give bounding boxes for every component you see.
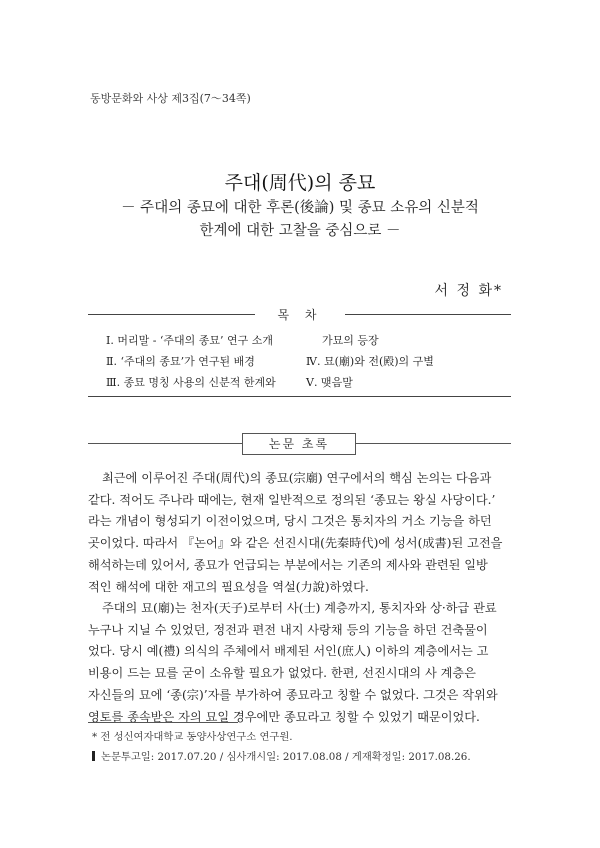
text-line: 최근에 이루어진 주대(周代)의 종묘(宗廟) 연구에서의 핵심 논의는 다음과 [102, 471, 492, 485]
footnote-bar-mark [92, 751, 95, 761]
toc-item: 가묘의 등장 [322, 334, 379, 347]
toc-bottom-rule [88, 396, 511, 397]
toc-item: Ⅳ. 묘(廟)와 전(殿)의 구별 [306, 355, 434, 368]
paper-subtitle-line-2: 한계에 대한 고찰을 중심으로 － [199, 223, 401, 239]
paper-subtitle-line-1: － 주대의 종묘에 대한 후론(後論) 및 종묘 소유의 신분적 [121, 200, 479, 216]
text-line: 라는 개념이 형성되기 이전이었으며, 당시 그것은 통치자의 거소 기능을 하던 [88, 514, 492, 529]
text-line: 적인 해석에 대한 재고의 필요성을 역설(力說)하였다. [88, 579, 369, 594]
text-line: 누구나 지닐 수 있었던, 정전과 편전 내지 사랑채 등의 기능을 하던 건축물이 [88, 622, 488, 637]
text-line: 비용이 드는 묘를 굳이 소유할 필요가 없었다. 한편, 선진시대의 사 계층은 [88, 666, 476, 681]
text-line: 곳이었다. 따라서 『논어』와 같은 선진시대(先秦時代)에 성서(成書)된 고전을 [88, 536, 503, 551]
text-line: 같다. 적어도 주나라 때에는, 현재 일반적으로 정의된 ‘종묘는 왕실 사당이다.’ [88, 492, 496, 507]
text-line: 해석하는데 있어서, 종묘가 언급되는 부분에서는 기존의 제사와 관련된 일방 [88, 557, 488, 572]
text-line: 주대의 묘(廟)는 천자(天子)로부터 사(士) 계층까지, 통치자와 상·하급 관료 [102, 601, 497, 615]
author-name: 서 정 화* [434, 283, 503, 299]
toc-item: Ⅲ. 종묘 명칭 사용의 신분적 한계와 [106, 376, 276, 389]
footnote-dates-text: 논문투고일: 2017.07.20 / 심사개시일: 2017.08.08 / 게재확정일: 2017.08.26. [101, 751, 471, 763]
toc-item: Ⅴ. 맺음말 [306, 376, 353, 389]
footnote-rule [88, 722, 238, 723]
toc-heading: 목 차 [255, 306, 345, 323]
abstract-paragraph-2 [88, 598, 511, 728]
footnote-dates [92, 748, 471, 763]
paper-title: 주대(周代)의 종묘 [224, 172, 376, 194]
text-line: 었다. 당시 예(禮) 의식의 주체에서 배제된 서인(庶人) 이하의 계층에서는 고 [88, 644, 489, 659]
footnote-affiliation: * 전 성신여자대학교 동양사상연구소 연구원. [92, 731, 293, 743]
journal-header: 동방문화와 사상 제3집(7～34쪽) [90, 92, 251, 105]
toc-item: Ⅰ. 머리말 - ‘주대의 종묘’ 연구 소개 [106, 334, 274, 347]
text-line: 자신들의 묘에 ‘종(宗)’자를 부가하여 종묘라고 칭할 수 없었다. 그것은 작위와 [88, 687, 498, 702]
toc-item: Ⅱ. ‘주대의 종묘’가 연구된 배경 [106, 355, 255, 368]
text-line: 영토를 종속받은 자의 묘일 경우에만 종묘라고 칭할 수 있었기 때문이었다. [88, 709, 480, 724]
abstract-heading: 논문 초록 [242, 433, 356, 455]
abstract-paragraph-1 [88, 468, 511, 598]
